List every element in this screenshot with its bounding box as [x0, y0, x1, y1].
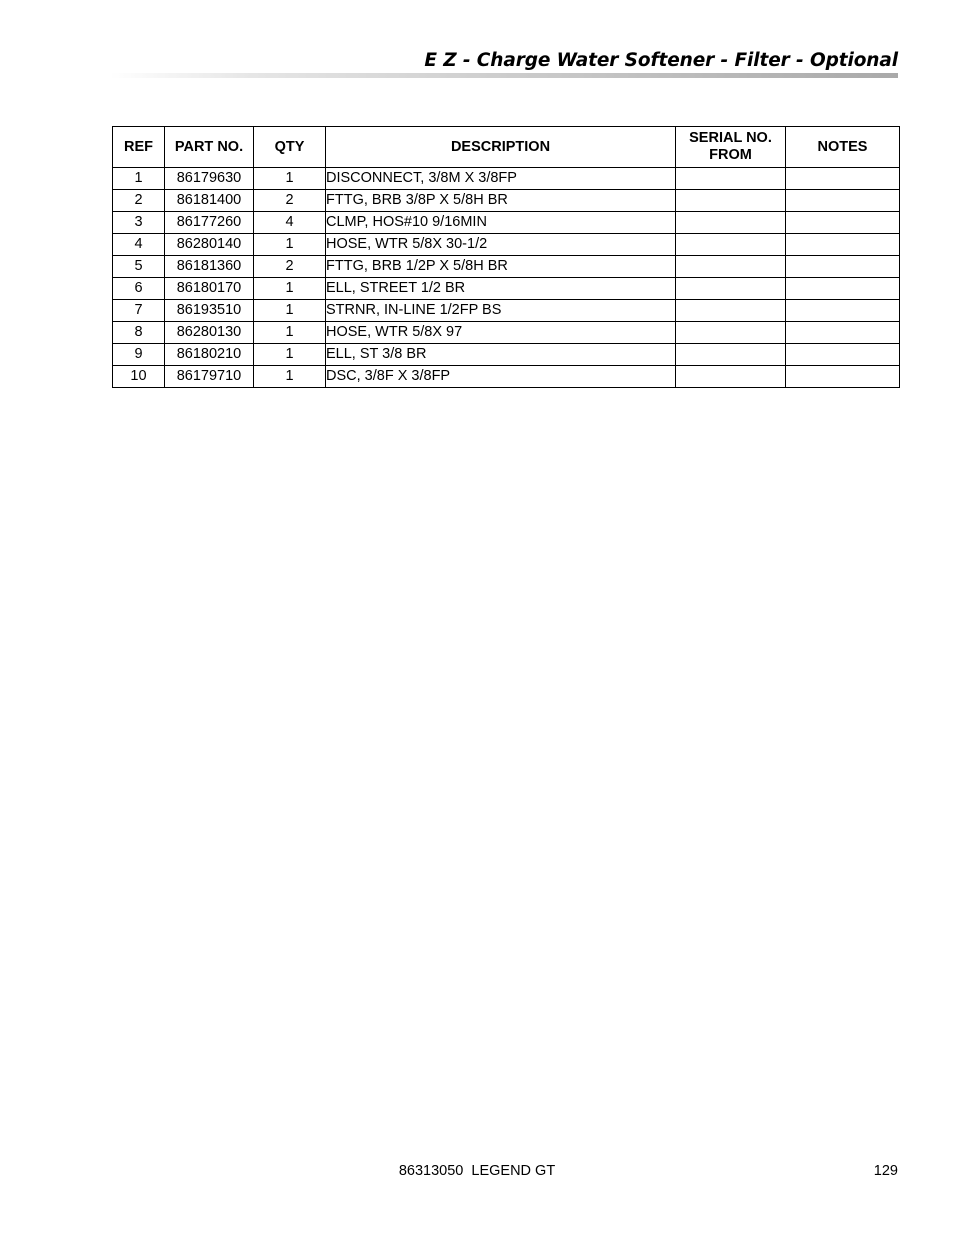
cell-description: ELL, ST 3/8 BR [326, 344, 676, 366]
cell-description: FTTG, BRB 3/8P X 5/8H BR [326, 190, 676, 212]
cell-notes [786, 234, 900, 256]
cell-serial-no-from [676, 212, 786, 234]
cell-qty: 4 [254, 212, 326, 234]
cell-description: DISCONNECT, 3/8M X 3/8FP [326, 168, 676, 190]
cell-description: STRNR, IN-LINE 1/2FP BS [326, 300, 676, 322]
cell-qty: 2 [254, 190, 326, 212]
cell-ref: 3 [113, 212, 165, 234]
cell-ref: 10 [113, 366, 165, 388]
cell-notes [786, 256, 900, 278]
table-row [113, 190, 900, 212]
table-row [113, 168, 900, 190]
cell-serial-no-from [676, 278, 786, 300]
cell-serial-no-from [676, 300, 786, 322]
cell-ref: 1 [113, 168, 165, 190]
serial-header-line2: FROM [709, 147, 752, 163]
page-number: 129 [873, 1163, 898, 1179]
cell-notes [786, 278, 900, 300]
table-header-row [113, 127, 900, 168]
cell-qty: 1 [254, 234, 326, 256]
cell-notes [786, 344, 900, 366]
column-header-serial-no-from [676, 127, 786, 168]
cell-description: DSC, 3/8F X 3/8FP [326, 366, 676, 388]
cell-part-no: 86177260 [165, 212, 254, 234]
cell-notes [786, 190, 900, 212]
cell-serial-no-from [676, 190, 786, 212]
column-header-description: DESCRIPTION [326, 127, 676, 168]
table-row [113, 322, 900, 344]
cell-part-no: 86181360 [165, 256, 254, 278]
cell-ref: 5 [113, 256, 165, 278]
table-row [113, 234, 900, 256]
table-row [113, 366, 900, 388]
cell-qty: 1 [254, 300, 326, 322]
table-row [113, 256, 900, 278]
table-row [113, 300, 900, 322]
cell-part-no: 86280130 [165, 322, 254, 344]
column-header-part-no: PART NO. [165, 127, 254, 168]
cell-qty: 1 [254, 168, 326, 190]
cell-part-no: 86193510 [165, 300, 254, 322]
cell-part-no: 86179710 [165, 366, 254, 388]
cell-qty: 1 [254, 322, 326, 344]
parts-table [112, 126, 900, 388]
cell-description: CLMP, HOS#10 9/16MIN [326, 212, 676, 234]
serial-header-line1: SERIAL NO. [689, 130, 772, 146]
table-row [113, 278, 900, 300]
cell-notes [786, 366, 900, 388]
cell-serial-no-from [676, 168, 786, 190]
cell-description: HOSE, WTR 5/8X 97 [326, 322, 676, 344]
cell-ref: 6 [113, 278, 165, 300]
cell-notes [786, 212, 900, 234]
cell-serial-no-from [676, 256, 786, 278]
parts-table-body [113, 168, 900, 388]
cell-ref: 4 [113, 234, 165, 256]
cell-ref: 7 [113, 300, 165, 322]
cell-qty: 1 [254, 366, 326, 388]
cell-notes [786, 300, 900, 322]
cell-part-no: 86180210 [165, 344, 254, 366]
cell-description: FTTG, BRB 1/2P X 5/8H BR [326, 256, 676, 278]
cell-part-no: 86181400 [165, 190, 254, 212]
cell-ref: 8 [113, 322, 165, 344]
cell-ref: 2 [113, 190, 165, 212]
cell-qty: 1 [254, 344, 326, 366]
table-row [113, 212, 900, 234]
cell-qty: 1 [254, 278, 326, 300]
column-header-notes: NOTES [786, 127, 900, 168]
footer-document-id: 86313050 LEGEND GT [398, 1163, 556, 1179]
cell-description: HOSE, WTR 5/8X 30-1/2 [326, 234, 676, 256]
page-title: E Z - Charge Water Softener - Filter - Optional [424, 50, 898, 71]
cell-notes [786, 168, 900, 190]
cell-ref: 9 [113, 344, 165, 366]
table-row [113, 344, 900, 366]
cell-notes [786, 322, 900, 344]
page-header [0, 48, 898, 78]
cell-part-no: 86180170 [165, 278, 254, 300]
header-rule [110, 73, 898, 78]
cell-serial-no-from [676, 366, 786, 388]
cell-serial-no-from [676, 234, 786, 256]
cell-serial-no-from [676, 322, 786, 344]
cell-serial-no-from [676, 344, 786, 366]
cell-description: ELL, STREET 1/2 BR [326, 278, 676, 300]
column-header-ref: REF [113, 127, 165, 168]
cell-part-no: 86179630 [165, 168, 254, 190]
column-header-qty: QTY [254, 127, 326, 168]
cell-part-no: 86280140 [165, 234, 254, 256]
cell-qty: 2 [254, 256, 326, 278]
